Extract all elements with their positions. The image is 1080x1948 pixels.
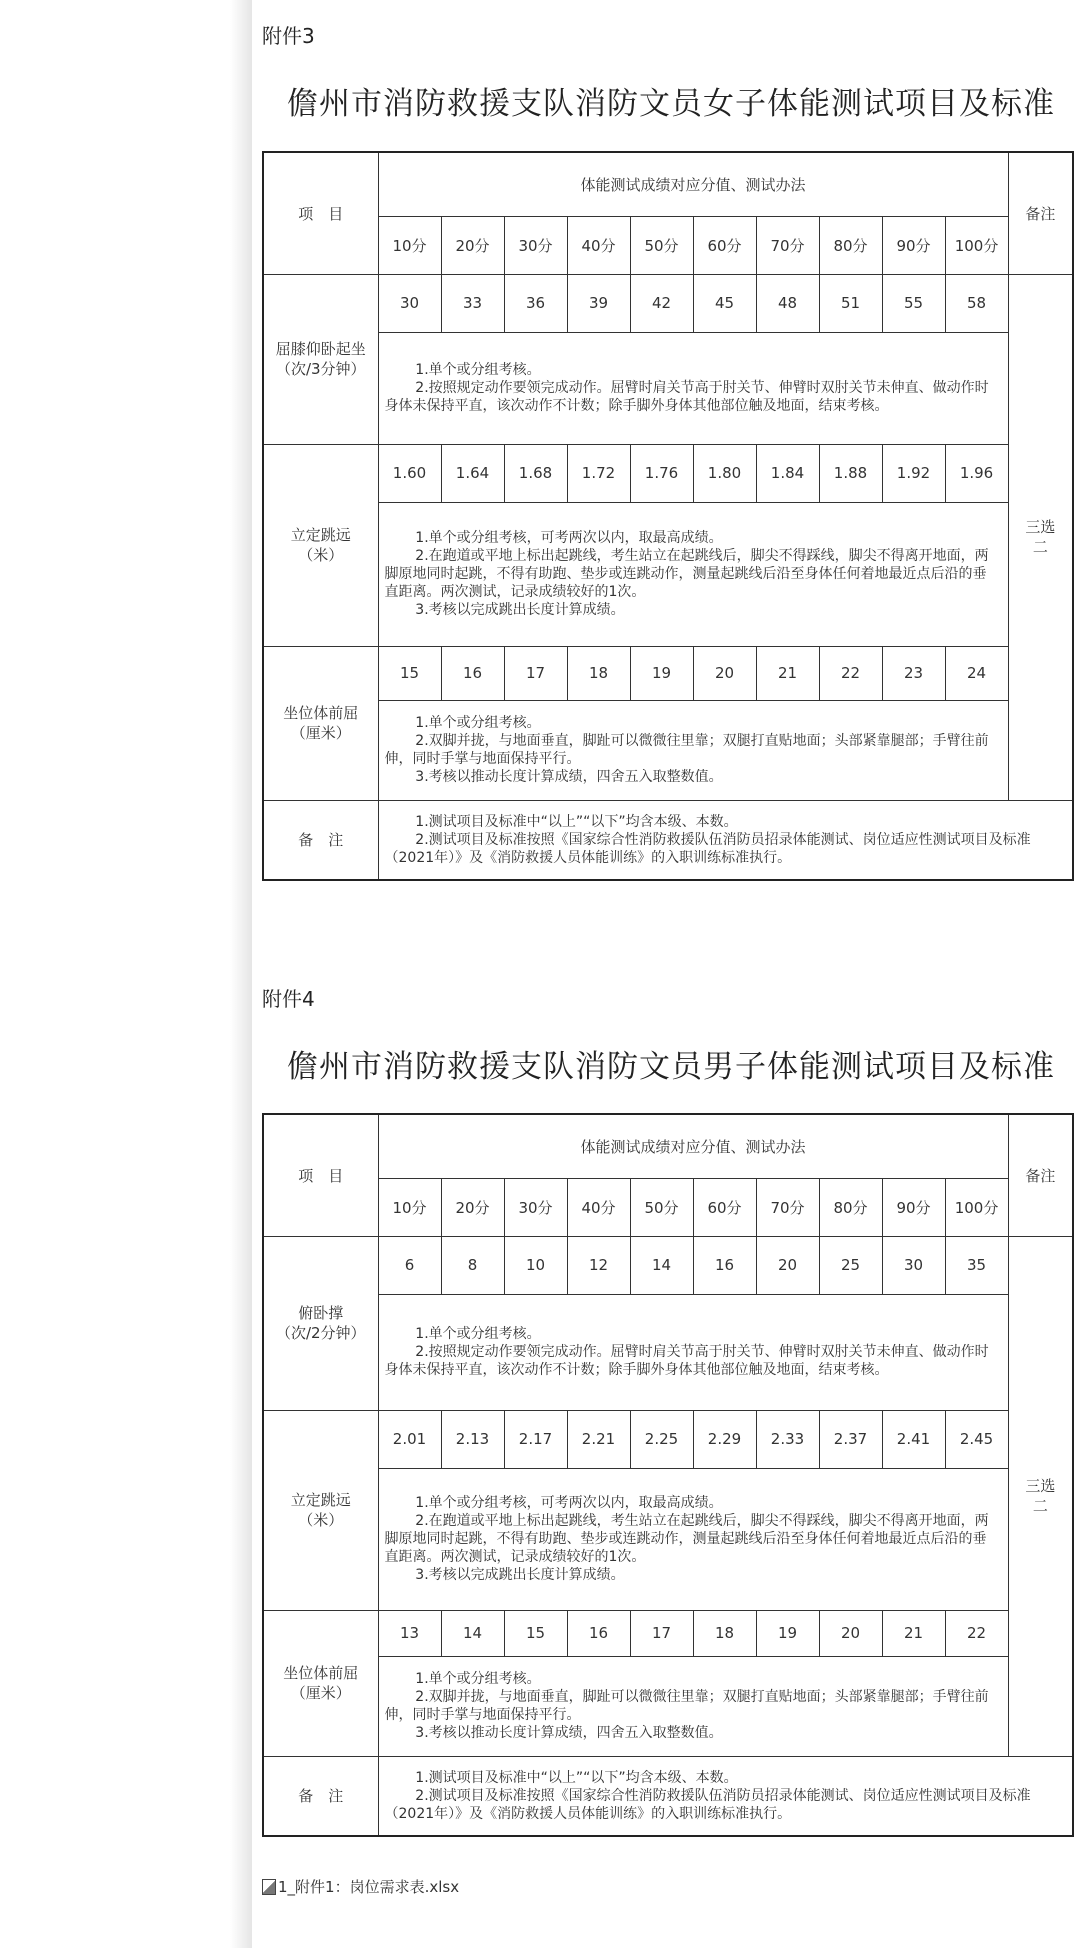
- item-name: 屈膝仰卧起坐: [275, 340, 366, 358]
- score-header: 70分: [756, 216, 819, 274]
- value-cell: 18: [567, 646, 630, 700]
- value-cell: 20: [693, 646, 756, 700]
- score-header: 30分: [504, 216, 567, 274]
- score-header: 80分: [819, 1178, 882, 1236]
- standards-table-female: [262, 151, 1074, 881]
- notes-content: [378, 1756, 1073, 1836]
- value-cell: 1.88: [819, 444, 882, 502]
- value-cell: 16: [693, 1236, 756, 1294]
- value-cell: 35: [945, 1236, 1008, 1294]
- value-cell: 36: [504, 274, 567, 332]
- value-cell: 2.01: [378, 1410, 441, 1468]
- score-header: 60分: [693, 216, 756, 274]
- value-cell: 15: [504, 1610, 567, 1656]
- value-cell: 17: [630, 1610, 693, 1656]
- document-title: 儋州市消防救援支队消防文员男子体能测试项目及标准: [287, 1049, 1055, 1085]
- value-cell: 39: [567, 274, 630, 332]
- rule-line: 2.在跑道或平地上标出起跳线，考生站立在起跳线后，脚尖不得踩线，脚尖不得离开地面，两脚原地同时起跳，不得有助跑、垫步或连跳动作，测量起跳线后沿至身体任何着地最近点后沿的垂直距离。两次测试，记录成绩较好的1次。: [384, 548, 989, 600]
- item-unit: （厘米）: [290, 724, 351, 742]
- value-cell: 1.96: [945, 444, 1008, 502]
- rule-line: 3.考核以完成跳出长度计算成绩。: [415, 1567, 625, 1583]
- choose-two-of-three: 三选二: [1008, 1236, 1073, 1756]
- score-header: 20分: [441, 216, 504, 274]
- score-header: 60分: [693, 1178, 756, 1236]
- value-cell: 12: [567, 1236, 630, 1294]
- left-scroll-shadow: [230, 0, 252, 1948]
- value-cell: 1.92: [882, 444, 945, 502]
- value-cell: 25: [819, 1236, 882, 1294]
- rule-line: 2.双脚并拢，与地面垂直，脚趾可以微微往里靠；双腿打直贴地面；头部紧靠腿部；手臂往前伸，同时手掌与地面保持平行。: [384, 1689, 989, 1723]
- rule-line: 1.单个或分组考核。: [415, 1671, 541, 1687]
- value-cell: 2.13: [441, 1410, 504, 1468]
- item-unit: （厘米）: [290, 1684, 351, 1702]
- rule-line: 2.按照规定动作要领完成动作。屈臂时肩关节高于肘关节、伸臂时双肘关节未伸直、做动作时身体未保持平直，该次动作不计数；除手脚外身体其他部位触及地面，结束考核。: [384, 380, 989, 414]
- document-page: [252, 0, 1080, 1948]
- notes-label: 备 注: [263, 800, 378, 880]
- value-cell: 2.33: [756, 1410, 819, 1468]
- note-line: 2.测试项目及标准按照《国家综合性消防救援队伍消防员招录体能测试、岗位适应性测试项目及标准（2021年）》及《消防救援人员体能训练》的入职训练标准执行。: [384, 831, 1031, 866]
- value-cell: 2.41: [882, 1410, 945, 1468]
- value-cell: 30: [882, 1236, 945, 1294]
- score-header: 80分: [819, 216, 882, 274]
- value-cell: 2.45: [945, 1410, 1008, 1468]
- value-cell: 58: [945, 274, 1008, 332]
- note-line: 1.测试项目及标准中“以上”“以下”均含本级、本数。: [415, 1769, 738, 1786]
- item-name-cell: [263, 444, 378, 646]
- item-name-cell: [263, 274, 378, 444]
- notes-label: 备 注: [263, 1756, 378, 1836]
- rule-line: 1.单个或分组考核。: [415, 1326, 541, 1342]
- item-name-cell: [263, 1410, 378, 1610]
- item-name: 俯卧撑: [298, 1304, 344, 1322]
- attachment-file-name[interactable]: 1_附件1：岗位需求表.xlsx: [278, 1878, 460, 1896]
- value-cell: 1.80: [693, 444, 756, 502]
- value-cell: 2.37: [819, 1410, 882, 1468]
- test-method: [378, 1468, 1008, 1610]
- item-unit: （次/3分钟）: [275, 360, 366, 378]
- rule-line: 3.考核以推动长度计算成绩，四舍五入取整数值。: [415, 769, 723, 785]
- value-cell: 20: [756, 1236, 819, 1294]
- test-method: [378, 1656, 1008, 1756]
- value-cell: 13: [378, 1610, 441, 1656]
- value-cell: 23: [882, 646, 945, 700]
- value-cell: 2.29: [693, 1410, 756, 1468]
- attachment-file-link[interactable]: [262, 1876, 459, 1897]
- rule-line: 1.单个或分组考核，可考两次以内，取最高成绩。: [415, 1495, 723, 1511]
- score-header: 40分: [567, 1178, 630, 1236]
- value-cell: 45: [693, 274, 756, 332]
- score-header: 50分: [630, 216, 693, 274]
- rule-line: 3.考核以完成跳出长度计算成绩。: [415, 602, 625, 618]
- rule-line: 1.单个或分组考核。: [415, 362, 541, 378]
- value-cell: 22: [945, 1610, 1008, 1656]
- header-scoring: 体能测试成绩对应分值、测试办法: [378, 1114, 1008, 1178]
- rule-line: 2.按照规定动作要领完成动作。屈臂时肩关节高于肘关节、伸臂时双肘关节未伸直、做动作时身体未保持平直，该次动作不计数；除手脚外身体其他部位触及地面，结束考核。: [384, 1344, 989, 1378]
- note-line: 1.测试项目及标准中“以上”“以下”均含本级、本数。: [415, 813, 738, 830]
- notes-content: [378, 800, 1073, 880]
- value-cell: 1.84: [756, 444, 819, 502]
- rule-line: 1.单个或分组考核，可考两次以内，取最高成绩。: [415, 530, 723, 546]
- header-remark: 备注: [1008, 152, 1073, 274]
- score-header: 100分: [945, 1178, 1008, 1236]
- score-header: 70分: [756, 1178, 819, 1236]
- value-cell: 10: [504, 1236, 567, 1294]
- item-name-cell: [263, 1610, 378, 1756]
- item-name: 坐位体前屈: [283, 704, 359, 722]
- item-name-cell: [263, 646, 378, 800]
- score-header: 40分: [567, 216, 630, 274]
- value-cell: 19: [756, 1610, 819, 1656]
- value-cell: 30: [378, 274, 441, 332]
- value-cell: 20: [819, 1610, 882, 1656]
- rule-line: 2.双脚并拢，与地面垂直，脚趾可以微微往里靠；双腿打直贴地面；头部紧靠腿部；手臂往前伸，同时手掌与地面保持平行。: [384, 733, 989, 767]
- document-title: 儋州市消防救援支队消防文员女子体能测试项目及标准: [287, 86, 1055, 122]
- value-cell: 1.68: [504, 444, 567, 502]
- item-name-cell: [263, 1236, 378, 1410]
- test-method: [378, 502, 1008, 646]
- value-cell: 1.64: [441, 444, 504, 502]
- score-header: 30分: [504, 1178, 567, 1236]
- attachment-label: 附件4: [262, 987, 315, 1011]
- score-header: 90分: [882, 1178, 945, 1236]
- value-cell: 33: [441, 274, 504, 332]
- file-icon: [262, 1879, 276, 1895]
- value-cell: 6: [378, 1236, 441, 1294]
- test-method: [378, 332, 1008, 444]
- value-cell: 14: [441, 1610, 504, 1656]
- value-cell: 16: [567, 1610, 630, 1656]
- value-cell: 22: [819, 646, 882, 700]
- value-cell: 1.72: [567, 444, 630, 502]
- value-cell: 21: [756, 646, 819, 700]
- score-header: 90分: [882, 216, 945, 274]
- value-cell: 18: [693, 1610, 756, 1656]
- score-header: 10分: [378, 1178, 441, 1236]
- item-unit: （米）: [298, 1511, 344, 1529]
- test-method: [378, 1294, 1008, 1410]
- item-unit: （次/2分钟）: [275, 1324, 366, 1342]
- value-cell: 17: [504, 646, 567, 700]
- test-method: [378, 700, 1008, 800]
- header-item: 项 目: [263, 152, 378, 274]
- score-header: 20分: [441, 1178, 504, 1236]
- value-cell: 2.17: [504, 1410, 567, 1468]
- rule-line: 1.单个或分组考核。: [415, 715, 541, 731]
- value-cell: 21: [882, 1610, 945, 1656]
- attachment-label: 附件3: [262, 24, 315, 48]
- rule-line: 3.考核以推动长度计算成绩，四舍五入取整数值。: [415, 1725, 723, 1741]
- choose-two-of-three: 三选二: [1008, 274, 1073, 800]
- value-cell: 2.21: [567, 1410, 630, 1468]
- value-cell: 14: [630, 1236, 693, 1294]
- standards-table-male: [262, 1113, 1074, 1837]
- value-cell: 19: [630, 646, 693, 700]
- header-scoring: 体能测试成绩对应分值、测试办法: [378, 152, 1008, 216]
- header-remark: 备注: [1008, 1114, 1073, 1236]
- value-cell: 42: [630, 274, 693, 332]
- item-name: 坐位体前屈: [283, 1664, 359, 1682]
- score-header: 10分: [378, 216, 441, 274]
- item-name: 立定跳远: [290, 1491, 351, 1509]
- value-cell: 48: [756, 274, 819, 332]
- score-header: 100分: [945, 216, 1008, 274]
- value-cell: 8: [441, 1236, 504, 1294]
- note-line: 2.测试项目及标准按照《国家综合性消防救援队伍消防员招录体能测试、岗位适应性测试项目及标准（2021年）》及《消防救援人员体能训练》的入职训练标准执行。: [384, 1787, 1031, 1822]
- item-name: 立定跳远: [290, 526, 351, 544]
- value-cell: 15: [378, 646, 441, 700]
- value-cell: 51: [819, 274, 882, 332]
- item-unit: （米）: [298, 546, 344, 564]
- value-cell: 55: [882, 274, 945, 332]
- left-gutter: [0, 0, 252, 1948]
- value-cell: 1.60: [378, 444, 441, 502]
- rule-line: 2.在跑道或平地上标出起跳线，考生站立在起跳线后，脚尖不得踩线，脚尖不得离开地面，两脚原地同时起跳，不得有助跑、垫步或连跳动作，测量起跳线后沿至身体任何着地最近点后沿的垂直距离。两次测试，记录成绩较好的1次。: [384, 1513, 989, 1565]
- score-header: 50分: [630, 1178, 693, 1236]
- value-cell: 2.25: [630, 1410, 693, 1468]
- value-cell: 16: [441, 646, 504, 700]
- value-cell: 24: [945, 646, 1008, 700]
- header-item: 项 目: [263, 1114, 378, 1236]
- value-cell: 1.76: [630, 444, 693, 502]
